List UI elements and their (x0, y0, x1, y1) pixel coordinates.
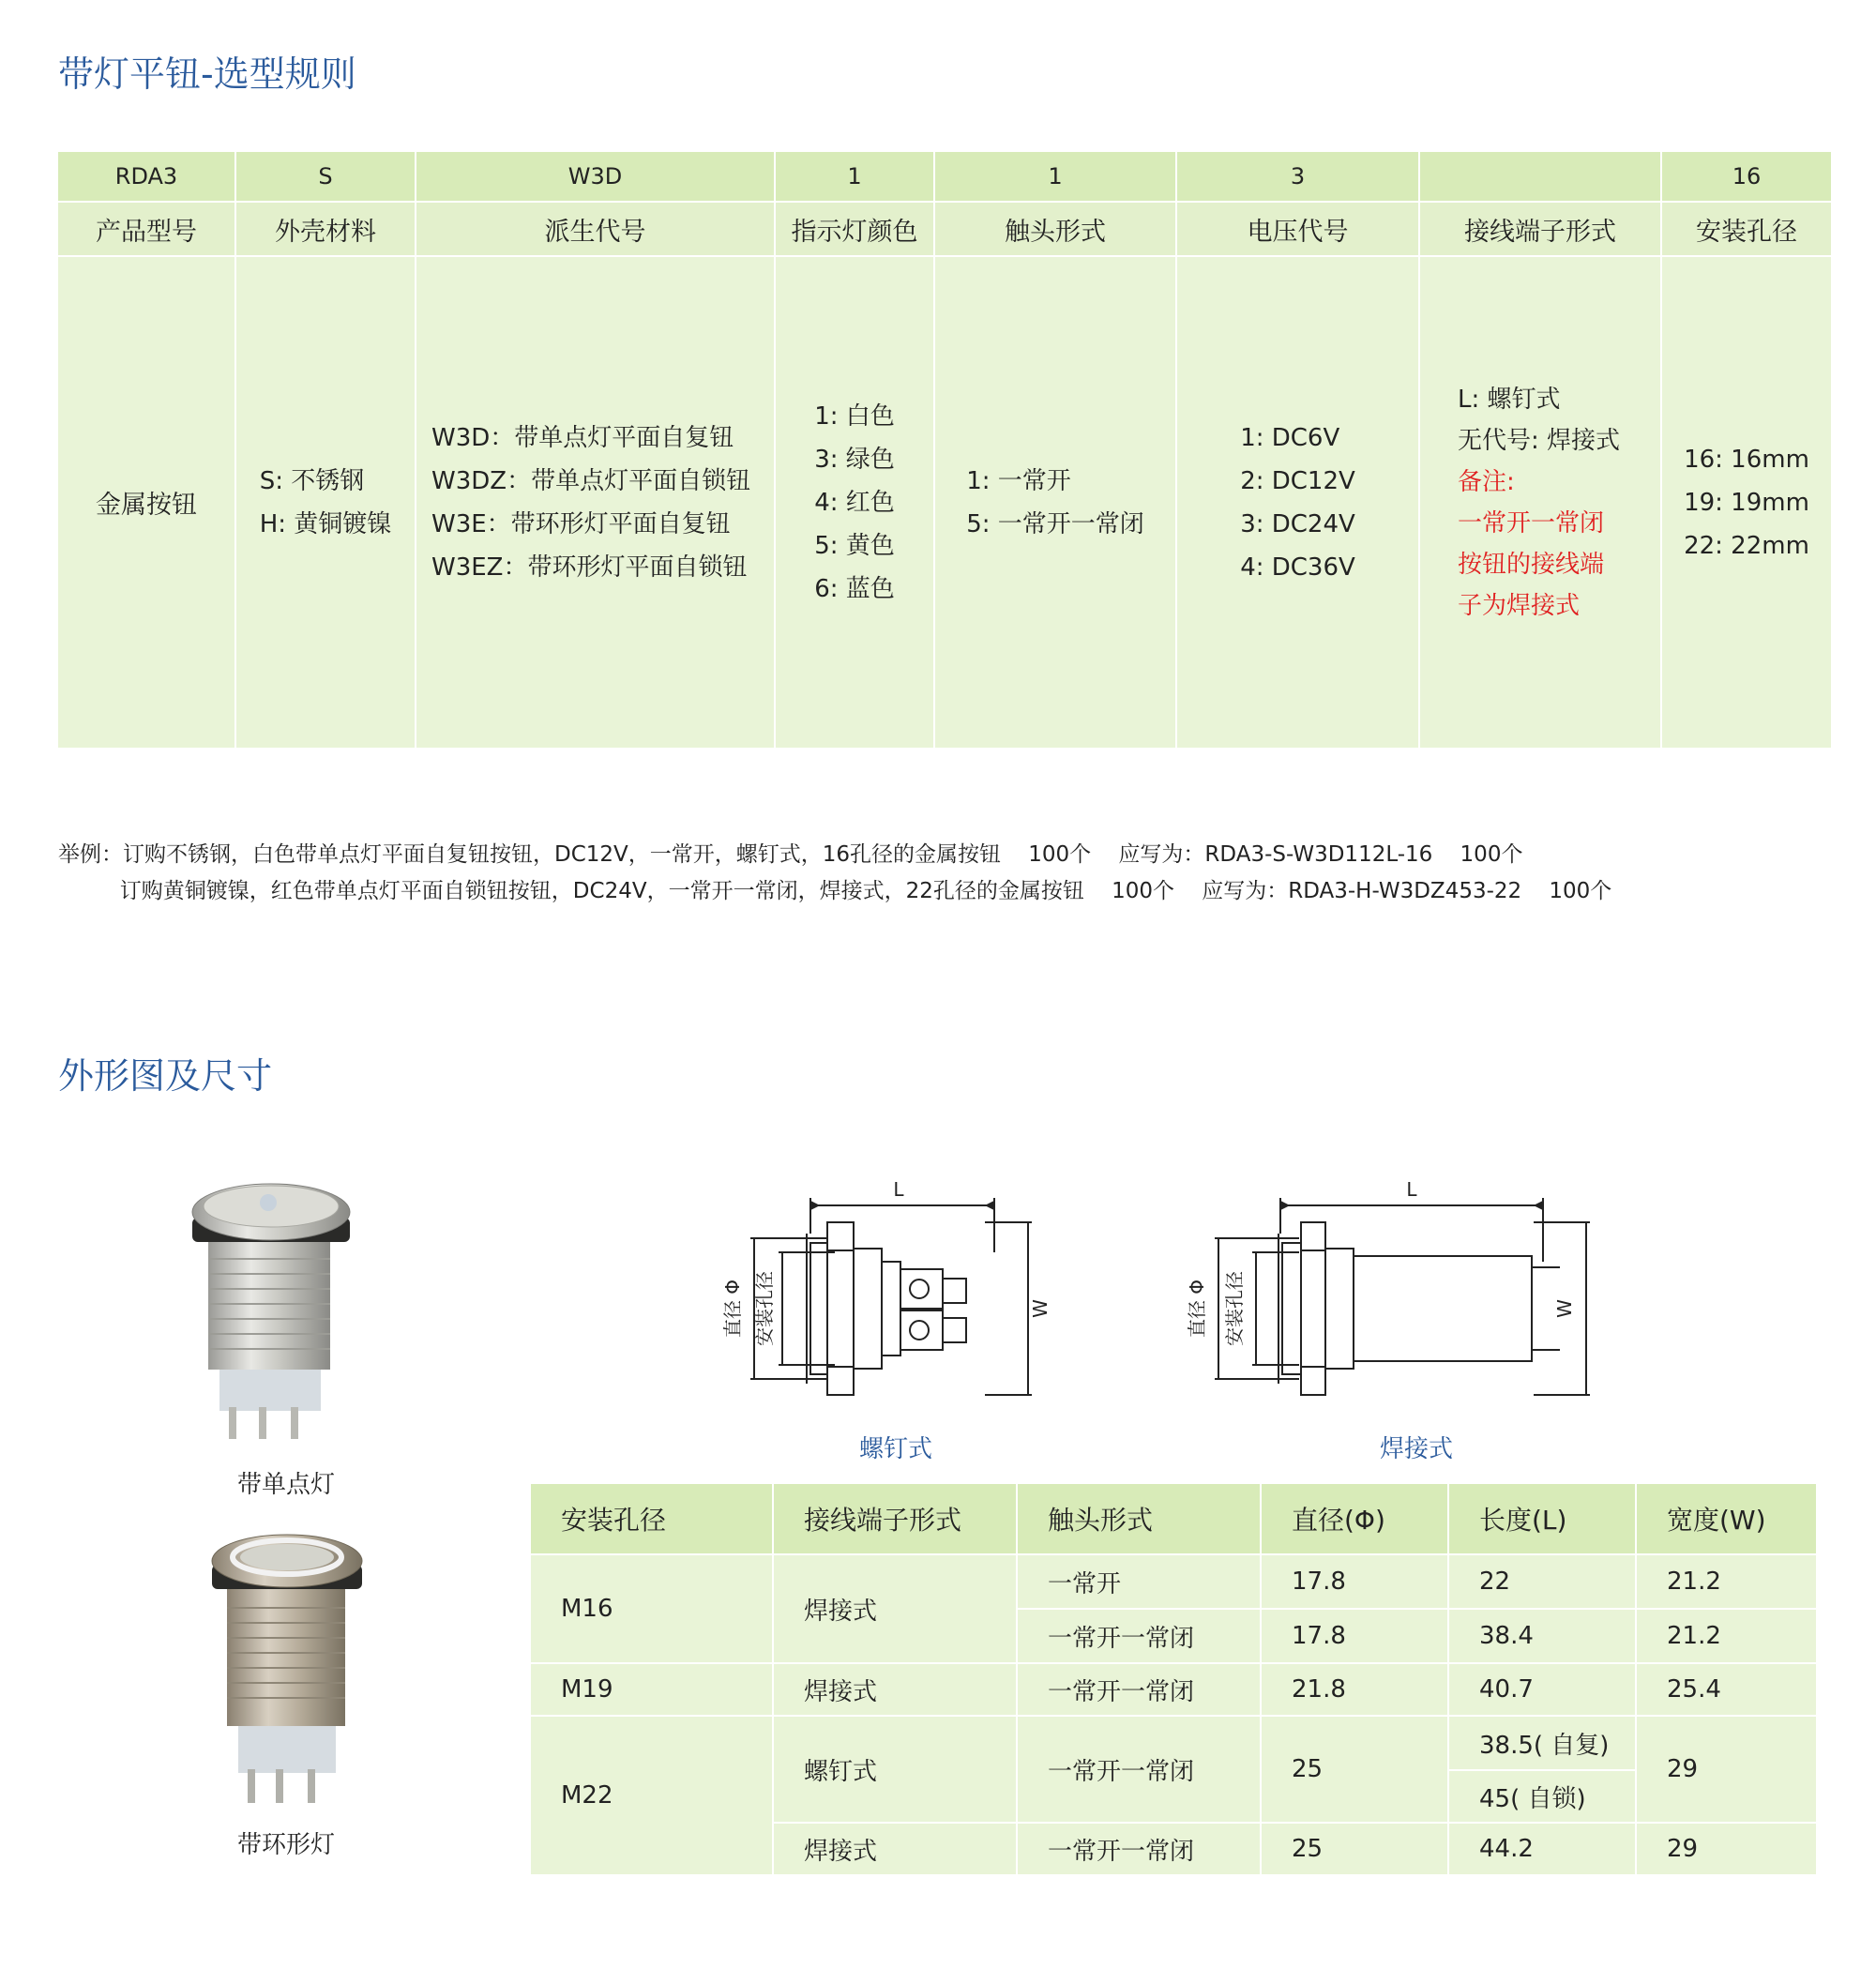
header-cell: 安装孔径 (1662, 203, 1831, 255)
product-label: 金属按钮 (96, 491, 197, 520)
voltage-cell (1177, 257, 1418, 748)
color-list (814, 395, 895, 611)
list-item: W3DZ：带单点灯平面自锁钮 (431, 466, 751, 495)
list-item: L: 螺钉式 (1458, 385, 1561, 414)
example-line-2: 订购黄铜镀镍，红色带单点灯平面自锁钮按钮，DC24V，一常开一常闭，焊接式，22孔径的金属按钮 100个 应写为：RDA3-H-W3DZ453-22 100个 (58, 879, 1612, 903)
list-item: W3D：带单点灯平面自复钮 (431, 423, 734, 452)
table-cell: M19 (531, 1664, 772, 1715)
note-text: 子为焊接式 (1458, 591, 1581, 620)
diameter-label: 直径 Φ (1186, 1279, 1208, 1339)
table-header: 宽度(W) (1637, 1484, 1816, 1553)
code-cell: 1 (776, 152, 933, 201)
list-item: 4: 红色 (814, 488, 895, 517)
list-item: 3: DC24V (1240, 509, 1355, 538)
example-line-1: 举例：订购不锈钢，白色带单点灯平面自复钮按钮，DC12V，一常开，螺钉式，16孔径的金属按钮 100个 应写为：RDA3-S-W3D112L-16 100个 (58, 842, 1523, 867)
list-item: S: 不锈钢 (259, 466, 365, 495)
code-cell: W3D (416, 152, 774, 201)
table-cell: 25 (1262, 1717, 1447, 1822)
table-cell: 17.8 (1262, 1610, 1447, 1662)
ring-light-button-photo (206, 1529, 375, 1810)
list-item: 2: DC12V (1240, 466, 1355, 495)
header-cell: 接线端子形式 (1420, 203, 1660, 255)
shell-cell (236, 257, 415, 748)
table-header: 长度(L) (1449, 1484, 1635, 1553)
dimension-W-label: W (1029, 1299, 1051, 1318)
terminal-list (1458, 379, 1620, 627)
header-cell: 派生代号 (416, 203, 774, 255)
table-cell: 22 (1449, 1555, 1635, 1608)
caption-single-dot: 带单点灯 (236, 1471, 335, 1499)
list-item: 19: 19mm (1684, 488, 1809, 517)
note-text: 按钮的接线端 (1458, 550, 1605, 579)
table-cell: 焊接式 (774, 1555, 1016, 1662)
table-cell: 焊接式 (774, 1664, 1016, 1715)
table-cell: 螺钉式 (774, 1717, 1016, 1822)
list-item: 16: 16mm (1684, 445, 1809, 474)
hole-cell (1662, 257, 1831, 748)
code-cell: S (236, 152, 415, 201)
contact-list (966, 460, 1144, 546)
table-cell: 一常开一常闭 (1018, 1664, 1260, 1715)
color-cell (776, 257, 933, 748)
dimension-table (531, 1484, 1816, 1874)
table-cell: 25 (1262, 1824, 1447, 1874)
list-item: 5: 一常开一常闭 (966, 509, 1144, 538)
table-header: 接线端子形式 (774, 1484, 1016, 1553)
header-cell: 触头形式 (935, 203, 1175, 255)
list-item: 22: 22mm (1684, 531, 1809, 560)
hole-label: 安装孔径 (753, 1271, 776, 1346)
table-cell: 一常开一常闭 (1018, 1824, 1260, 1874)
list-item: 3: 绿色 (814, 445, 895, 474)
header-cell: 外壳材料 (236, 203, 415, 255)
table-header: 直径(Φ) (1262, 1484, 1447, 1553)
list-item: 4: DC36V (1240, 553, 1355, 582)
list-item: W3E：带环形灯平面自复钮 (431, 509, 731, 538)
header-cell: 产品型号 (58, 203, 234, 255)
table-header: 触头形式 (1018, 1484, 1260, 1553)
terminal-cell (1420, 257, 1660, 748)
screw-type-diagram (713, 1177, 1069, 1402)
hole-label: 安装孔径 (1223, 1271, 1246, 1346)
table-cell: 一常开一常闭 (1018, 1717, 1260, 1822)
list-item: 6: 蓝色 (814, 574, 895, 603)
code-cell (1420, 152, 1660, 201)
list-item: 1: 一常开 (966, 466, 1071, 495)
code-cell: 3 (1177, 152, 1418, 201)
table-cell: 17.8 (1262, 1555, 1447, 1608)
code-cell: 1 (935, 152, 1175, 201)
table-cell: 38.4 (1449, 1610, 1635, 1662)
list-item: H: 黄铜镀镍 (259, 509, 392, 538)
diameter-label: 直径 Φ (721, 1279, 744, 1339)
table-cell: 25.4 (1637, 1664, 1816, 1715)
code-cell: 16 (1662, 152, 1831, 201)
caption-screw: 螺钉式 (858, 1435, 932, 1463)
contact-cell (935, 257, 1175, 748)
derived-cell (416, 257, 774, 748)
list-item: 1: 白色 (814, 401, 895, 431)
section-title-selection: 带灯平钮-选型规则 (58, 53, 356, 95)
table-cell: 21.2 (1637, 1555, 1816, 1608)
table-cell: 一常开一常闭 (1018, 1610, 1260, 1662)
table-cell: 21.2 (1637, 1610, 1816, 1662)
table-cell: 21.8 (1262, 1664, 1447, 1715)
table-header: 安装孔径 (531, 1484, 772, 1553)
hole-list (1684, 438, 1809, 568)
table-cell: 38.5( 自复) (1449, 1717, 1635, 1769)
note-text: 一常开一常闭 (1458, 508, 1605, 538)
table-cell: M22 (531, 1717, 772, 1874)
dimension-L-label: L (893, 1178, 904, 1201)
table-cell: 29 (1637, 1717, 1816, 1822)
table-cell: M16 (531, 1555, 772, 1662)
caption-ring: 带环形灯 (236, 1831, 335, 1859)
table-cell: 焊接式 (774, 1824, 1016, 1874)
list-item: W3EZ：带环形灯平面自锁钮 (431, 553, 748, 582)
header-cell: 电压代号 (1177, 203, 1418, 255)
single-dot-button-photo (188, 1173, 366, 1445)
section-title-dimensions: 外形图及尺寸 (58, 1055, 273, 1097)
voltage-list (1240, 417, 1355, 589)
table-cell: 45( 自锁) (1449, 1771, 1635, 1822)
solder-type-diagram (1177, 1177, 1609, 1402)
table-cell: 一常开 (1018, 1555, 1260, 1608)
caption-solder: 焊接式 (1379, 1435, 1453, 1463)
list-item: 无代号: 焊接式 (1458, 426, 1621, 455)
table-cell: 44.2 (1449, 1824, 1635, 1874)
table-cell: 29 (1637, 1824, 1816, 1874)
dimension-L-label: L (1406, 1178, 1417, 1201)
dimension-W-label: W (1553, 1299, 1576, 1318)
derived-list (431, 417, 750, 589)
shell-list (260, 460, 392, 546)
selection-table (58, 152, 1818, 748)
product-cell (58, 257, 234, 748)
table-cell: 40.7 (1449, 1664, 1635, 1715)
header-cell: 指示灯颜色 (776, 203, 933, 255)
list-item: 5: 黄色 (814, 531, 895, 560)
list-item: 1: DC6V (1240, 423, 1340, 452)
note-label: 备注: (1458, 467, 1515, 496)
code-cell: RDA3 (58, 152, 234, 201)
